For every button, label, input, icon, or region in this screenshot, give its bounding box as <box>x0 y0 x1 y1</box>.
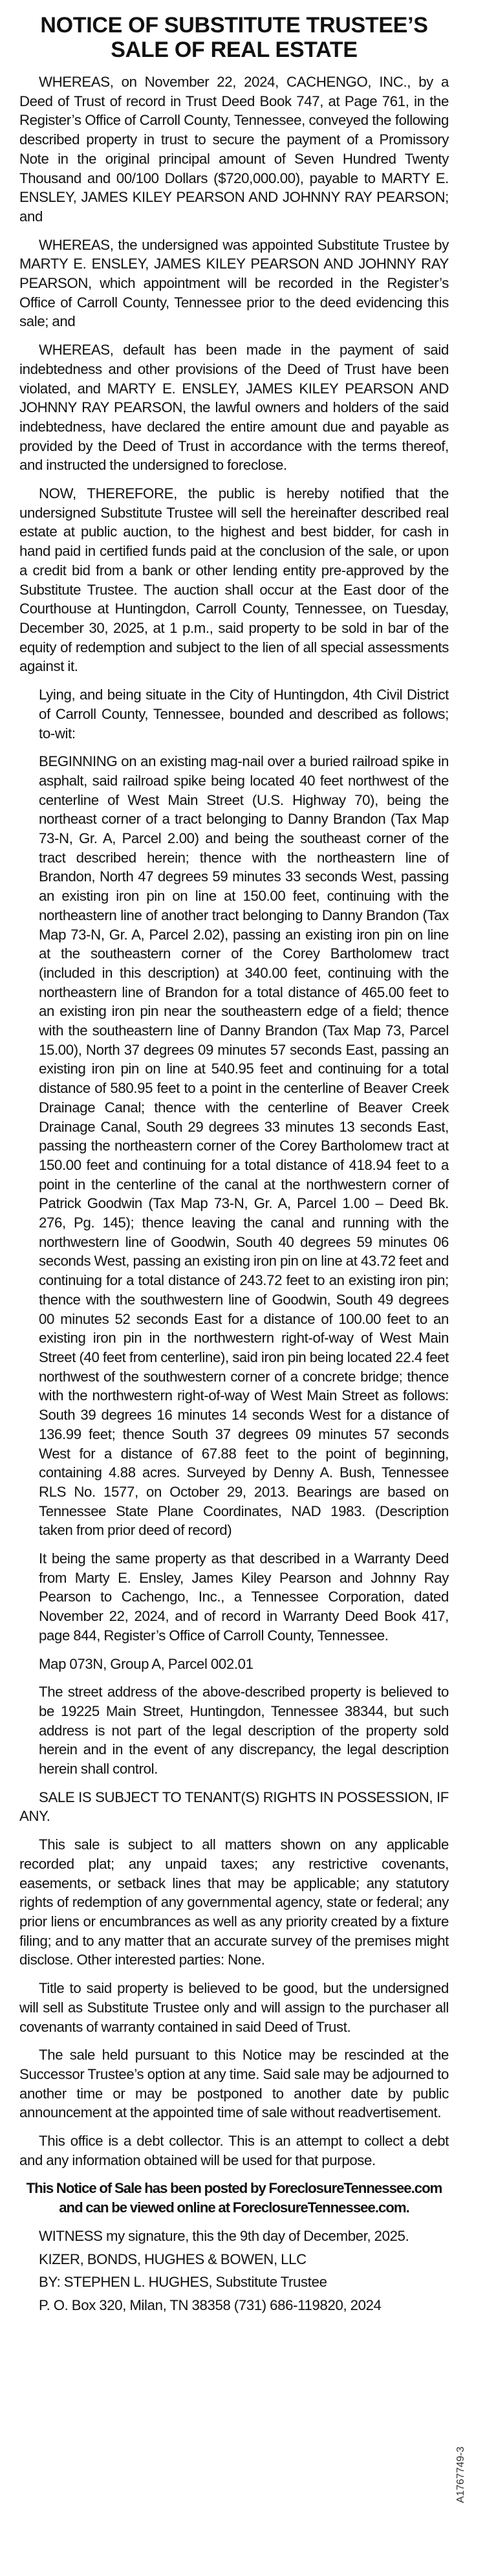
whereas-deed-of-trust: WHEREAS, on November 22, 2024, CACHENGO, INC., by a Deed of Trust of record in Trust Deed Book 747, at Page 761, in the Register’s Office of Carroll County, Tennessee, conveyed the following described property in trust to secure the payment of a Promissory Note in the original principal amount of Seven Hundred Twenty Thousand and 00/100 Dollars ($720,000.00), payable to MARTY E. ENSLEY, JAMES KILEY PEARSON AND JOHNNY RAY PEARSON; and <box>19 74 449 225</box>
map-parcel: Map 073N, Group A, Parcel 002.01 <box>39 1655 253 1672</box>
property-location: Lying, and being situate in the City of Huntingdon, 4th Civil District of Carroll County, Tennessee, bounded and described as follows; to-wit: <box>39 687 449 742</box>
witness-line: WITNESS my signature, this the 9th day of December, 2025. <box>39 2227 409 2244</box>
now-therefore-sale-terms: NOW, THEREFORE, the public is hereby notified that the undersigned Substitute Trustee will sell the hereinafter described real estate at public auction, to the highest and best bidder, for cash in hand paid in certified funds paid at the conclusion of the sale, or upon a credit bid from a bank or other lending entity pre-approved by the Substitute Trustee. The auction shall occur at the East door of the Courthouse at Huntingdon, Carroll County, Tennessee, on Tuesday, December 30, 2025, at 1 p.m., said property to be sold in bar of the equity of redemption and subject to the lien of all special assessments against it. <box>19 485 449 675</box>
whereas-appointment: WHEREAS, the undersigned was appointed Substitute Trustee by MARTY E. ENSLEY, JAMES KILEY PEARSON AND JOHNNY RAY PEARSON, which appointment will be recorded in the Register’s Office of Carroll County, Tennessee prior to the deed evidencing this sale; and <box>19 236 449 330</box>
sale-subject-to: This sale is subject to all matters shown on any applicable recorded plat; any unpaid taxes; any restrictive covenants, easements, or setback lines that may be applicable; any statutory rights of redemption of any governmental agency, state or federal; any prior liens or encumbrances as well as any priority created by a fixture filing; and to any matter that an accurate survey of the premises might disclose. Other interested parties: None. <box>19 1836 449 1968</box>
debt-collector-statement: This office is a debt collector. This is an attempt to collect a debt and any information obtained will be used for that purpose. <box>19 2133 449 2168</box>
trustee-signature: BY: STEPHEN L. HUGHES, Substitute Trustee <box>39 2274 327 2291</box>
street-address: The street address of the above-described property is believed to be 19225 Main Street, Huntingdon, Tennessee 38344, but such address is not part of the legal description of the property sold herein and in the event of any discrepancy, the legal description herein shall control. <box>39 1684 449 1778</box>
title-line-2: SALE OF REAL ESTATE <box>111 38 358 62</box>
legal-description: BEGINNING on an existing mag-nail over a buried railroad spike in asphalt, said railroad spike being located 40 feet northwest of the centerline of West Main Street (U.S. Highway 70), being the northeast corner of a tract belonging to Danny Brandon (Tax Map 73-N, Gr. A, Parcel 2.00) and being the southeast corner of the tract described herein; thence with the northeastern line of Brandon, North 47 degrees 59 minutes 33 seconds West, passing an existing iron pin on line at 150.00 feet, continuing with the northeastern line of another tract belonging to Danny Brandon (Tax Map 73-N, Gr. A, Parcel 2.02), passing an existing iron pin on line at the southeastern corner of the Corey Bartholomew tract (included in this description) at 340.00 feet, continuing with the northeastern line of Brandon for a total distance of 465.00 feet to an existing iron pin near the southeastern edge of a field; thence with the southeastern line of Danny Brandon (Tax Map 73, Parcel 15.00), North 37 degrees 09 minutes 57 seconds East, passing an existing iron pin on line at 540.95 feet and continuing for a total distance of 580.95 feet to a point in the centerline of Beaver Creek Drainage Canal; thence with the centerline of Beaver Creek Drainage Canal, South 29 degrees 33 minutes 13 seconds East, passing the northeastern corner of the Corey Bartholomew tract at 150.00 feet and continuing for a total distance of 418.94 feet to a point in the centerline of the canal at the northwestern corner of Patrick Goodwin (Tax Map 73-N, Gr. A, Parcel 1.00 – Deed Bk. 276, Pg. 145); thence leaving the canal and running with the northwestern line of Goodwin, South 40 degrees 59 minutes 06 seconds West, passing an existing iron pin on line at 43.72 feet and continuing for a total distance of 243.72 feet to an existing iron pin; thence with the southwestern line of Goodwin, South 49 degrees 00 minutes 52 seconds East for a distance of 100.00 feet to an existing iron pin in the northwestern right-of-way of West Main Street (40 feet from centerline), said iron pin being located 22.4 feet northwest of the southwestern corner of a concrete bridge; thence with the northwestern right-of-way of West Main Street as follows: South 39 degrees 16 minutes 14 seconds West for a distance of 136.99 feet; thence South 37 degrees 09 minutes 57 seconds West for a distance of 67.88 feet to the point of beginning, containing 4.88 acres. Surveyed by Denny A. Bush, Tennessee RLS No. 1577, on October 29, 2013. Bearings are based on Tennessee State Plane Coordinates, NAD 1983. (Description taken from prior deed of record) <box>39 753 449 1539</box>
posted-online-statement: This Notice of Sale has been posted by ForeclosureTennessee.com and can be viewed online at ForeclosureTennessee.com. <box>26 2180 442 2216</box>
warranty-deed-reference: It being the same property as that described in a Warranty Deed from Marty E. Ensley, James Kiley Pearson and Johnny Ray Pearson to Cachengo, Inc., a Tennessee Corporation, dated November 22, 2024, and of record in Warranty Deed Book 417, page 844, Register’s Office of Carroll County, Tennessee. <box>39 1550 449 1644</box>
whereas-default: WHEREAS, default has been made in the payment of said indebtedness and other provisions of the Deed of Trust have been violated, and MARTY E. ENSLEY, JAMES KILEY PEARSON AND JOHNNY RAY PEARSON, the lawful owners and holders of the said indebtedness, have declared the entire amount due and payable as provided by the Deed of Trust in accordance with the terms thereof, and instructed the undersigned to foreclose. <box>19 342 449 474</box>
title-statement: Title to said property is believed to be good, but the undersigned will sell as Substitute Trustee only and will assign to the purchaser all covenants of warranty contained in said Deed of Trust. <box>19 1980 449 2035</box>
title-line-1: NOTICE OF SUBSTITUTE TRUSTEE’S <box>40 13 428 38</box>
notice-title <box>19 13 449 62</box>
legal-notice <box>19 13 449 2319</box>
tenant-rights-statement: SALE IS SUBJECT TO TENANT(S) RIGHTS IN POSSESSION, IF ANY. <box>19 1789 449 1825</box>
contact-address: P. O. Box 320, Milan, TN 38358 (731) 686-119820, 2024 <box>39 2296 382 2313</box>
rescission-statement: The sale held pursuant to this Notice may be rescinded at the Successor Trustee’s option at any time. Said sale may be adjourned to another time or may be postponed to another date by public announcement at the appointed time of sale without readvertisement. <box>19 2047 449 2121</box>
ad-reference-code: A1767749-3 <box>455 2447 466 2504</box>
law-firm-name: KIZER, BONDS, HUGHES & BOWEN, LLC <box>39 2251 307 2267</box>
